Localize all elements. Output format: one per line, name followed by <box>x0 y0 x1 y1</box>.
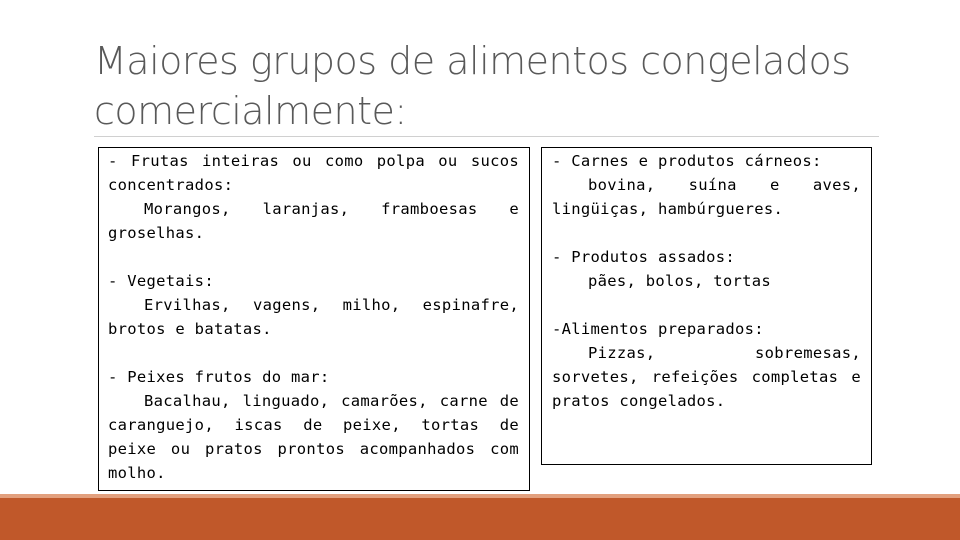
food-group-items: bovina, suína e aves, lingüiças, hambúrgueres. <box>552 176 861 218</box>
footer-accent-bar <box>0 498 960 540</box>
food-group-items: Ervilhas, vagens, milho, espinafre, brotos e batatas. <box>108 296 519 338</box>
food-group-seafood <box>108 365 519 485</box>
food-group-meats <box>552 149 861 221</box>
food-group-items: Morangos, laranjas, framboesas e groselhas. <box>108 200 519 242</box>
food-group-heading: - Carnes e produtos cárneos: <box>552 152 822 170</box>
food-group-baked <box>552 245 861 293</box>
food-group-heading: - Frutas inteiras ou como polpa ou sucos concentrados: <box>108 152 519 194</box>
title-divider <box>94 136 879 137</box>
food-group-items: Bacalhau, linguado, camarões, carne de caranguejo, iscas de peixe, tortas de peixe ou pratos prontos acompanhados com molho. <box>108 392 519 482</box>
food-group-fruits <box>108 149 519 245</box>
food-group-heading: - Produtos assados: <box>552 248 736 266</box>
right-content-box <box>541 147 872 465</box>
food-group-prepared <box>552 317 861 413</box>
food-group-heading: - Vegetais: <box>108 272 214 290</box>
food-group-vegetables <box>108 269 519 341</box>
food-group-items: Pizzas, sobremesas, sorvetes, refeições completas e pratos congelados. <box>552 344 861 410</box>
left-content-box <box>98 147 530 491</box>
food-group-items: pães, bolos, tortas <box>588 272 772 290</box>
food-group-heading: -Alimentos preparados: <box>552 320 764 338</box>
slide-title: Maiores grupos de alimentos congelados comercialmente: <box>94 39 851 133</box>
food-group-heading: - Peixes frutos do mar: <box>108 368 330 386</box>
